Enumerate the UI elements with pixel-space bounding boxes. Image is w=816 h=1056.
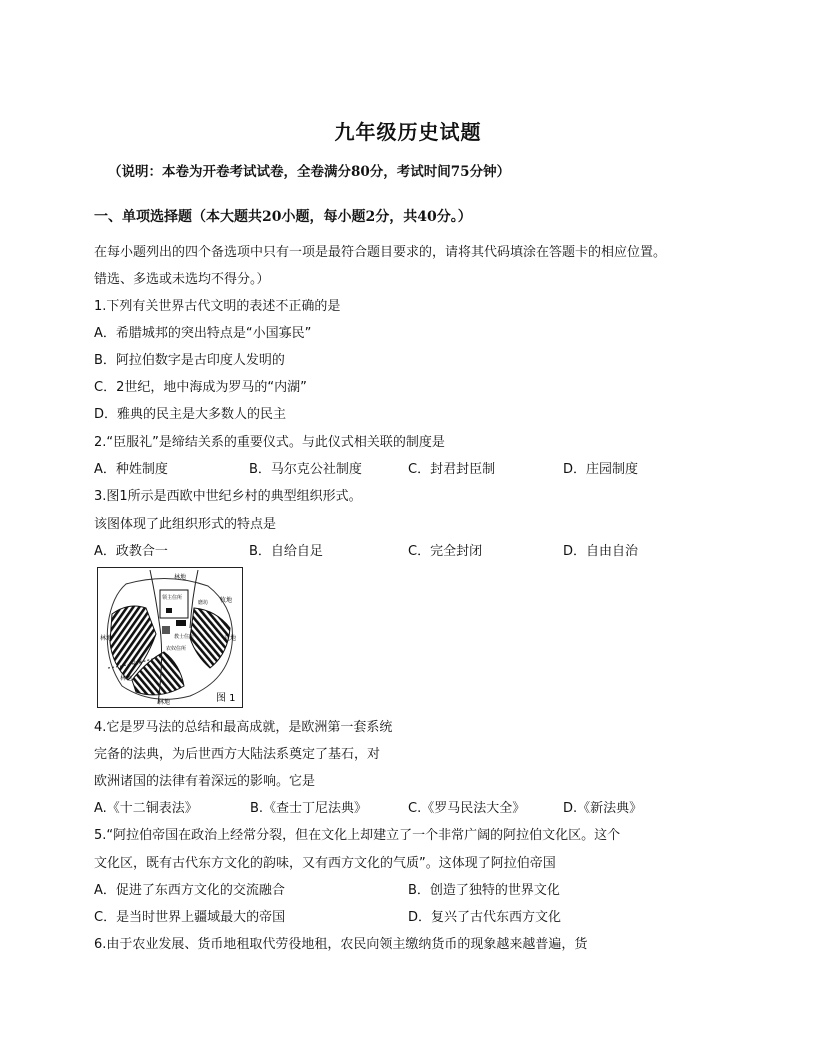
q5-option-a: A．促进了东西方文化的交流融合 — [94, 883, 285, 898]
instruction-line-1: 在每小题列出的四个备选项中只有一项是最符合题目要求的，请将其代码填涂在答题卡的相应位置。 — [94, 245, 667, 260]
map-label-lord-house: 领主住所 — [162, 595, 183, 601]
q3-stem-line-2: 该图体现了此组织形式的特点是 — [94, 517, 277, 532]
map-label-pasture: 牧地 — [220, 597, 233, 604]
q1-stem: 1.下列有关世界古代文明的表述不正确的是 — [94, 299, 341, 314]
q1-option-b: B．阿拉伯数字是古印度人发明的 — [94, 353, 285, 368]
q2-option-a: A．种姓制度 — [94, 462, 168, 477]
page-title: 九年级历史试题 — [334, 120, 482, 144]
manor-map-figure — [97, 567, 243, 708]
section-heading: 一、单项选择题（本大题共20小题，每小题2分，共40分。） — [94, 209, 472, 225]
map-label-woodland-top: 林地 — [174, 574, 187, 581]
q6-stem-line-1: 6.由于农业发展、货币地租取代劳役地租，农民向领主缴纳货币的现象越来越普遍，货 — [94, 937, 588, 952]
q5-option-c: C．是当时世界上疆域最大的帝国 — [94, 910, 286, 925]
q5-option-d: D．复兴了古代东西方文化 — [408, 910, 562, 925]
map-label-woodland-bottom-left: 林地 — [120, 675, 133, 682]
map-label-serf-house: 农奴住所 — [166, 646, 187, 652]
map-label-woodland-bottom: 林地 — [158, 699, 171, 706]
q2-option-b: B．马尔克公社制度 — [249, 462, 362, 477]
q1-option-d: D．雅典的民主是大多数人的民主 — [94, 407, 287, 422]
q4-option-c: C.《罗马民法大全》 — [408, 801, 526, 816]
q2-option-d: D．庄园制度 — [563, 462, 639, 477]
manor-map — [98, 568, 242, 707]
instruction-line-2: 错选、多选或未选均不得分。） — [94, 272, 270, 287]
exam-note: （说明：本卷为开卷考试试卷，全卷满分80分，考试时间75分钟） — [108, 164, 511, 180]
q4-stem-line-2: 完备的法典，为后世西方大陆法系奠定了基石，对 — [94, 747, 381, 762]
q3-option-d: D．自由自治 — [563, 544, 639, 559]
q4-stem-line-1: 4.它是罗马法的总结和最高成就，是欧洲第一套系统 — [94, 720, 393, 735]
q3-option-c: C．完全封闭 — [408, 544, 483, 559]
map-label-priest-house: 教士住所 — [174, 634, 195, 640]
q3-option-a: A．政教合一 — [94, 544, 168, 559]
map-label-wasteland: 荒地 — [224, 635, 237, 642]
q4-option-b: B.《查士丁尼法典》 — [250, 801, 368, 816]
map-label-stream: 小溪 — [132, 660, 143, 666]
q5-stem-line-1: 5.“阿拉伯帝国在政治上经常分裂，但在文化上却建立了一个非常广阔的阿拉伯文化区。这个 — [94, 828, 621, 843]
q4-option-a: A.《十二铜表法》 — [94, 801, 198, 816]
q1-option-c: C．2世纪，地中海成为罗马的“内湖” — [94, 380, 307, 395]
map-label-mill: 磨坊 — [198, 600, 209, 606]
q2-option-c: C．封君封臣制 — [408, 462, 496, 477]
q3-stem-line-1: 3.图1所示是西欧中世纪乡村的典型组织形式。 — [94, 489, 362, 504]
q2-stem: 2.“臣服礼”是缔结关系的重要仪式。与此仪式相关联的制度是 — [94, 435, 445, 450]
q1-option-a: A．希腊城邦的突出特点是“小国寡民” — [94, 326, 312, 341]
q5-stem-line-2: 文化区，既有古代东方文化的韵味，又有西方文化的气质”。这体现了阿拉伯帝国 — [94, 856, 556, 871]
q3-option-b: B．自给自足 — [249, 544, 323, 559]
q5-option-b: B．创造了独特的世界文化 — [408, 883, 560, 898]
q4-option-d: D.《新法典》 — [563, 801, 643, 816]
map-label-woodland-left: 林地 — [100, 635, 113, 642]
figure-caption: 图 1 — [216, 693, 236, 704]
q4-stem-line-3: 欧洲诸国的法律有着深远的影响。它是 — [94, 774, 316, 789]
